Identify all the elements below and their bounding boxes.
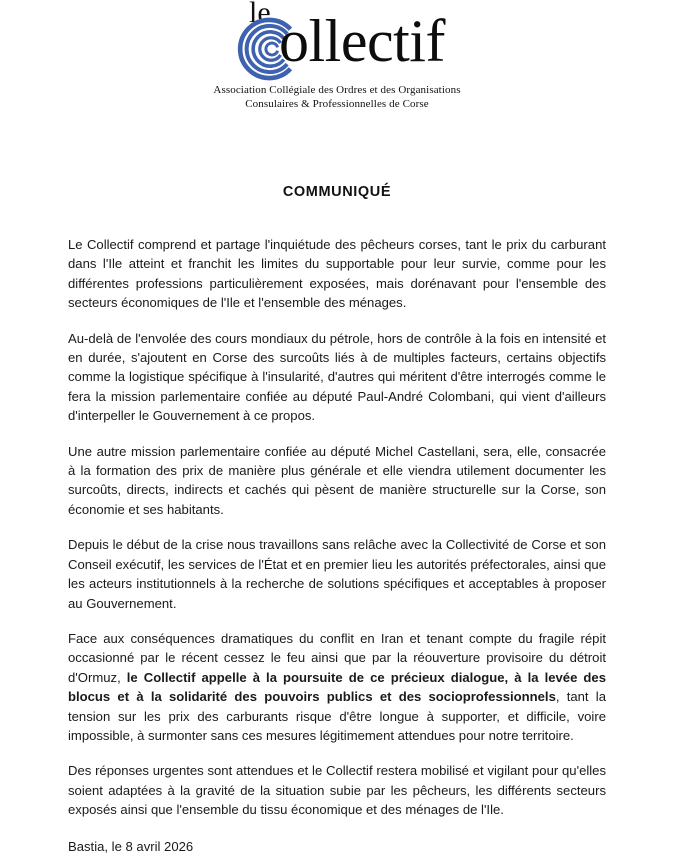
logo-le-text: le (249, 0, 271, 29)
paragraph-1: Le Collectif comprend et partage l'inquiétude des pêcheurs corses, tant le prix du carburant dans l'Ile atteint et franchit les limites du supportable pour leur survie, comme pour les différentes professions particulièrement exposées, mais dorénavant pour l'ensemble des secteurs économiques de l'Ile et l'ensemble des ménages. (68, 237, 606, 311)
subtitle-line-1: Association Collégiale des Ordres et des Organisations (213, 84, 461, 96)
paragraph-5-outro: , tant la tension sur les prix des carburants risque d'être longue à supporter, et difficile, voire impossible, à surmonter sans ces mesures légitimement attendues pour notre territoire. (68, 689, 607, 743)
paragraph-3: Une autre mission parlementaire confiée au député Michel Castellani, sera, elle, consacrée à la formation des prix de manière plus générale et elle viendra utilement documenter les surcoûts, directs, indirects et cachés qui pèsent de manière structurelle sur la Corse, son économie et ses habitants. (68, 443, 606, 517)
page-title: COMMUNIQUÉ (282, 184, 392, 200)
document-body (68, 235, 606, 856)
paragraph-2: Au-delà de l'envolée des cours mondiaux du pétrole, hors de contrôle à la fois en intensité et en durée, s'ajoutent en Corse des surcoûts liés à de multiples facteurs, certains objectifs comme la logistique spécifique à l'insularité, d'autres qui méritent d'être interrogés comme le fera la mission parlementaire confiée au député Paul-André Colombani, qui vient d'ailleurs d'interpeller le Gouvernement à ce propos. (68, 330, 606, 424)
logo-wordmark: ollectif (279, 8, 445, 74)
place-and-date: Bastia, le 8 avril 2026 (68, 838, 194, 854)
paragraph-5 (68, 629, 606, 745)
paragraph-6: Des réponses urgentes sont attendues et le Collectif restera mobilisé et vigilant pour qu'elles soient adaptées à la gravité de la situation subie par les pêcheurs, les différents secteurs exposés ainsi que l'ensemble du tissu économique et des ménages de l'Ile. (68, 763, 606, 818)
paragraph-5-emphasis: le Collectif appelle à la poursuite de ce précieux dialogue, à la levée des blocus et à la solidarité des pouvoirs publics et des socioprofessionnels (68, 669, 606, 705)
subtitle-line-2: Consulaires & Professionnelles de Corse (245, 97, 429, 110)
organization-logo (187, 2, 487, 80)
organization-subtitle (0, 84, 674, 111)
paragraph-5-intro: Face aux conséquences dramatiques du conflit en Iran et tenant compte du fragile répit occasionné par le récent cessez le feu ainsi que par la réouverture provisoire du détroit d'Ormuz, (68, 630, 606, 685)
paragraph-4: Depuis le début de la crise nous travaillons sans relâche avec la Collectivité de Corse et son Conseil exécutif, les services de l'État et en premier lieu les autorités préfectorales, ainsi que les acteurs institutionnels à la recherche de solutions spécifiques et acceptables à proposer au Gouvernement. (68, 537, 606, 611)
letterhead (0, 0, 674, 111)
